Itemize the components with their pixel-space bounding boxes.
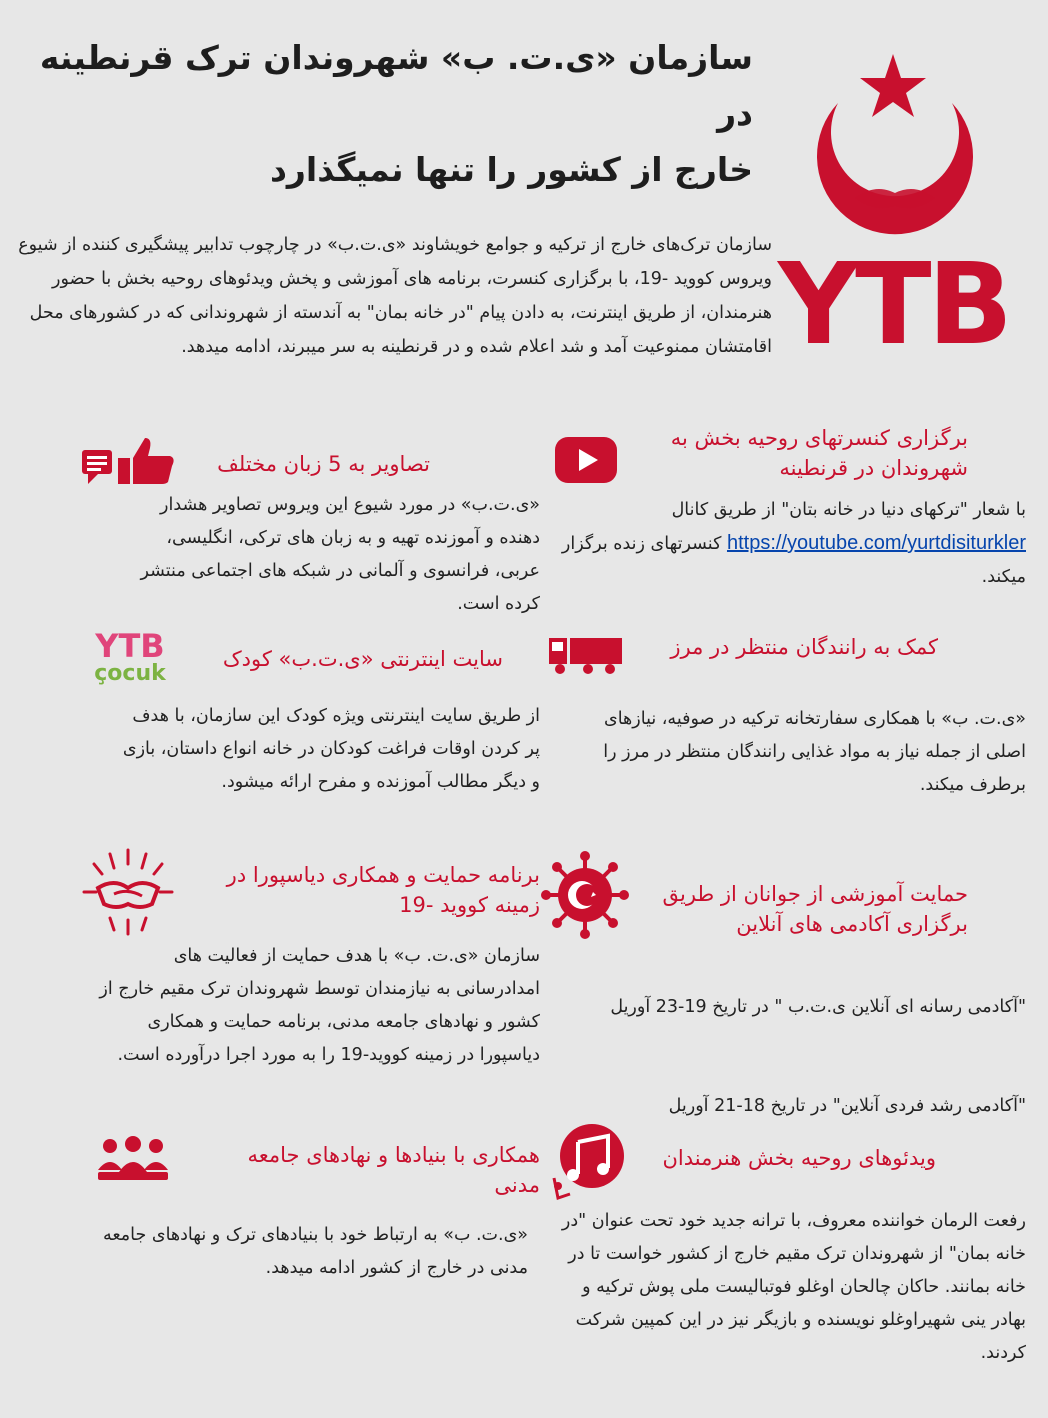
title-line-2: خارج از کشور را تنها نمیگذارد bbox=[270, 150, 753, 189]
images-title: تصاویر به 5 زبان مختلف bbox=[217, 452, 430, 476]
concerts-title: برگزاری کنسرتهای روحیه بخش به شهروندان در قرنطینه bbox=[670, 426, 968, 480]
foundations-title: همکاری با بنیادها و نهادهای جامعه مدنی bbox=[247, 1143, 540, 1197]
education-title: حمایت آموزشی از جوانان از طریق برگزاری آکادمی های آنلاین bbox=[662, 882, 968, 936]
diaspora-title: برنامه حمایت و همکاری دیاسپورا در زمینه کووید -19 bbox=[226, 863, 540, 917]
foundations-text: «ی.ت. ب» به ارتباط خود با بنیادهای ترک و نهادهای جامعه مدنی در خارج از کشور ادامه میدهد. bbox=[102, 1225, 528, 1278]
education-item-1: "آکادمی رسانه ای آنلاین ی.ت.ب " در تاریخ 19-23 آوریل bbox=[610, 997, 1026, 1017]
kids-text: از طریق سایت اینترنتی ویژه کودک این سازمان، با هدف پر کردن اوقات فراغت کودکان در خانه انواع داستان، بازی و دیگر مطالب آموزنده و مفرح ارائه میشود. bbox=[122, 706, 540, 792]
concerts-text-after: کنسرتهای زنده برگزار میکند. bbox=[561, 534, 1026, 587]
youtube-channel-link[interactable]: https://youtube.com/yurtdisiturkler bbox=[726, 532, 1026, 554]
diaspora-text: سازمان «ی.ت. ب» با هدف حمایت از فعالیت های امدادرسانی به نیازمندان توسط شهروندان ترک مقیم خارج از کشور و نهادهای جامعه مدنی، برنامه حمایت و همکاری دیاسپورا در زمینه کووید-19 را به مورد اجرا درآورده است. bbox=[99, 946, 540, 1065]
virus-icon bbox=[540, 850, 630, 940]
artists-title: ویدئوهای روحیه بخش هنرمندان bbox=[662, 1146, 936, 1170]
images-text: «ی.ت.ب» در مورد شیوع این ویروس تصاویر هشدار دهنده و آموزنده تهیه و به زبان های ترکی، انگلیسی، عربی، فرانسوی و آلمانی در شبکه های اجتماعی منتشر کرده است. bbox=[140, 495, 540, 614]
concerts-text-before: با شعار "ترکهای دنیا در خانه بتان" از طریق کانال bbox=[671, 500, 1026, 520]
kids-title: سایت اینترنتی «ی.ت.ب» کودک bbox=[222, 647, 503, 671]
intro-paragraph: سازمان ترک‌های خارج از ترکیه و جوامع خویشاوند «ی.ت.ب» در چارچوب تدابیر پیشگیری کننده از شیوع ویروس کووید -19، با برگزاری کنسرت، برنامه های آموزشی و پخش ویدئوهای روحیه بخش با حضور هنرمندان، از طریق اینترنت، به دادن پیام "در خانه بمان" به آندسته از شهروندانی که در کشورهای محل اقامتشان ممنوعیت آمد و شد اعلام شده و در قرنطینه به سر میبرند، ادامه میدهد. bbox=[18, 235, 772, 357]
ytb-cocuk-logo bbox=[80, 627, 180, 692]
ytb-cocuk-logo-top: YTB bbox=[95, 627, 165, 665]
drivers-title: کمک به رانندگان منتظر در مرز bbox=[670, 635, 938, 659]
drivers-text: «ی.ت. ب» با همکاری سفارتخانه ترکیه در صوفیه، نیازهای اصلی از جمله نیاز به مواد غذایی رانندگان منتظر در مرز را برطرف میکند. bbox=[603, 709, 1026, 795]
title-line-1: سازمان «ی.ت. ب» شهروندان ترک قرنطینه در bbox=[39, 38, 753, 133]
handshake-icon bbox=[80, 848, 176, 936]
page-title bbox=[33, 30, 753, 198]
ytb-cocuk-logo-bottom: çocuk bbox=[94, 661, 166, 686]
youtube-icon bbox=[554, 436, 618, 484]
concerts-text bbox=[556, 494, 1026, 594]
ytb-wordmark: YTB bbox=[778, 240, 1009, 370]
education-item-2: "آکادمی رشد فردی آنلاین" در تاریخ 18-21 آوریل bbox=[668, 1096, 1026, 1116]
ytb-emblem-logo bbox=[800, 48, 990, 238]
people-group-icon bbox=[96, 1136, 170, 1186]
artists-text: رفعت الرمان خواننده معروف، با ترانه جدید خود تحت عنوان "در خانه بمان" از شهروندان ترک مقیم خارج از کشور خواست تا در خانه بمانند. حاکان چالحان اوغلو فوتبالیست ملی پوش ترکیه و بهادر ینی شهیراوغلو نویسنده و بازیگر نیز در این کمپین شرکت کردند. bbox=[561, 1211, 1026, 1363]
